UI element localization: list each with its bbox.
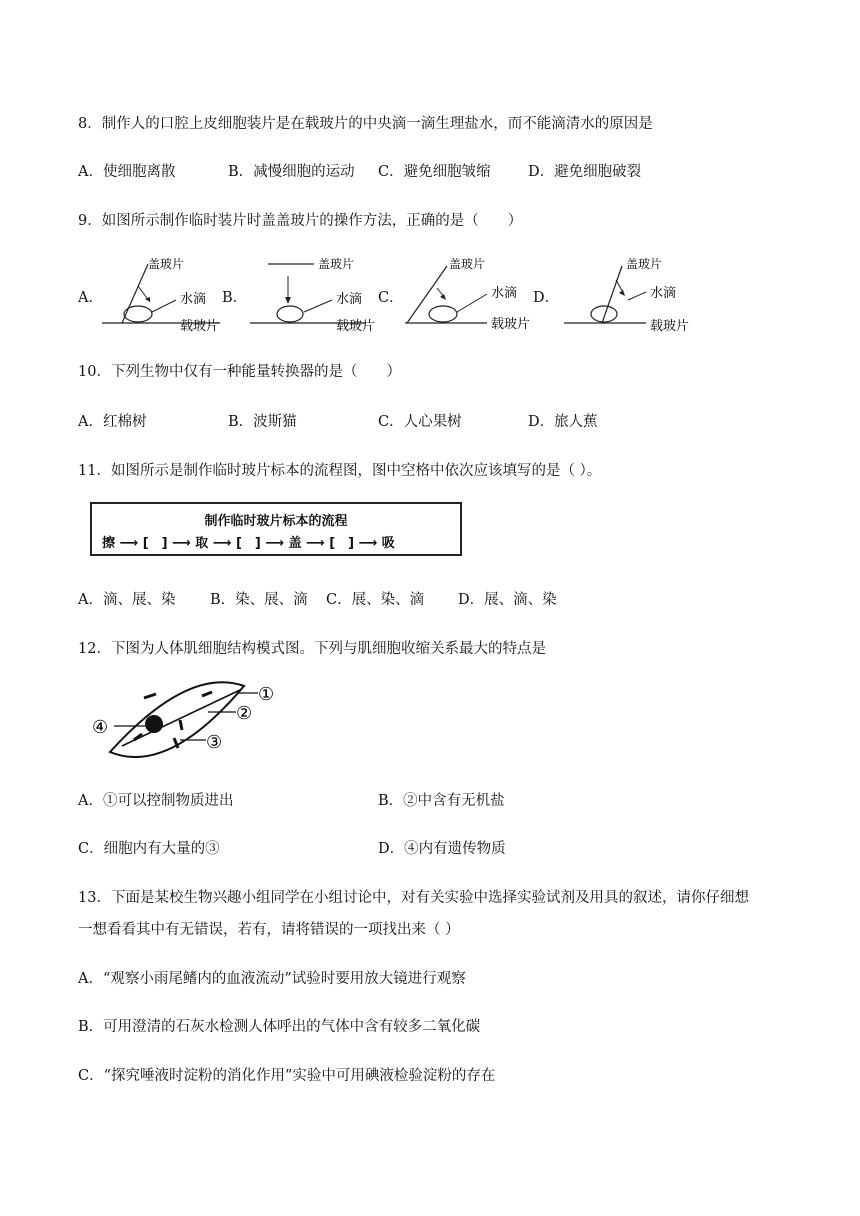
label-4: ④ — [92, 717, 109, 738]
q8-option-a: A．使细胞离散 — [78, 164, 176, 180]
q9-letter-a: A． — [78, 290, 103, 306]
q11-option-b: B．染、展、滴 — [210, 592, 308, 608]
q9c-water-label: 水滴 — [491, 286, 518, 301]
q9-letter-d: D． — [533, 290, 560, 306]
flowchart-steps: 擦 ⟶ [ ] ⟶ 取 ⟶ [ ] ⟶ 盖 ⟶ [ ] ⟶ 吸 — [102, 536, 395, 551]
q9d-water-label: 水滴 — [650, 286, 677, 301]
q12-muscle-cell-figure — [88, 676, 298, 766]
q13-stem-line-1: 13．下面是某校生物兴趣小组同学在小组讨论中，对有关实验中选择实验试剂及用具的叙述，请你仔细想 — [78, 890, 749, 906]
q9a-slide-label: 载玻片 — [180, 319, 220, 334]
q9b-cover-label: 盖玻片 — [318, 257, 355, 271]
flowchart-title: 制作临时玻片标本的流程 — [204, 514, 348, 529]
q9-letter-c: C． — [378, 290, 404, 306]
q13-option-b: B．可用澄清的石灰水检测人体呼出的气体中含有较多二氧化碳 — [78, 1019, 481, 1035]
q11-option-a: A．滴、展、染 — [78, 592, 176, 608]
q9-figure-c — [403, 250, 538, 335]
q8-stem: 8．制作人的口腔上皮细胞装片是在载玻片的中央滴一滴生理盐水，而不能滴清水的原因是 — [78, 116, 653, 132]
q12-option-b: B．②中含有无机盐 — [378, 793, 505, 809]
q11-stem: 11．如图所示是制作临时玻片标本的流程图，图中空格中依次应该填写的是（ ）。 — [78, 463, 602, 479]
q11-flowchart — [90, 502, 462, 556]
q9c-cover-label: 盖玻片 — [449, 257, 486, 271]
q10-option-c: C．人心果树 — [378, 414, 462, 430]
q9a-cover-label: 盖玻片 — [148, 257, 185, 271]
label-2: ② — [236, 703, 253, 724]
q11-option-d: D．展、滴、染 — [458, 592, 557, 608]
q11-option-c: C．展、染、滴 — [326, 592, 425, 608]
q9-letter-b: B． — [222, 290, 248, 306]
q12-stem: 12．下图为人体肌细胞结构模式图。下列与肌细胞收缩关系最大的特点是 — [78, 641, 546, 657]
label-3: ③ — [206, 732, 223, 753]
q8-option-d: D．避免细胞破裂 — [528, 164, 642, 180]
q13-option-c: C．“探究唾液时淀粉的消化作用”实验中可用碘液检验淀粉的存在 — [78, 1068, 496, 1084]
q10-stem: 10．下列生物中仅有一种能量转换器的是（ ） — [78, 364, 401, 380]
q9-stem: 9．如图所示制作临时装片时盖盖玻片的操作方法，正确的是（ ） — [78, 213, 523, 229]
q9-figure-a — [100, 250, 230, 335]
q9b-water-label: 水滴 — [336, 292, 363, 307]
q9-figure-b — [248, 250, 378, 335]
label-1: ① — [258, 684, 275, 705]
q9-figure-d — [562, 250, 697, 335]
q8-option-c: C．避免细胞皱缩 — [378, 164, 491, 180]
q12-option-c: C．细胞内有大量的③ — [78, 841, 220, 857]
q10-option-d: D．旅人蕉 — [528, 414, 598, 430]
q13-option-a: A．“观察小雨尾鳍内的血液流动”试验时要用放大镜进行观察 — [78, 971, 466, 987]
q12-option-a: A．①可以控制物质进出 — [78, 793, 234, 809]
q10-option-b: B．波斯猫 — [228, 414, 297, 430]
q13-stem-line-2: 一想看看其中有无错误，若有，请将错误的一项找出来（ ） — [78, 922, 460, 938]
q9d-slide-label: 载玻片 — [650, 319, 690, 334]
q9c-slide-label: 载玻片 — [491, 317, 531, 332]
q9a-water-label: 水滴 — [180, 292, 207, 307]
q9d-cover-label: 盖玻片 — [626, 257, 663, 271]
q8-option-b: B．减慢细胞的运动 — [228, 164, 355, 180]
q9b-slide-label: 载玻片 — [336, 319, 376, 334]
q12-option-d: D．④内有遗传物质 — [378, 841, 506, 857]
q10-option-a: A．红棉树 — [78, 414, 147, 430]
